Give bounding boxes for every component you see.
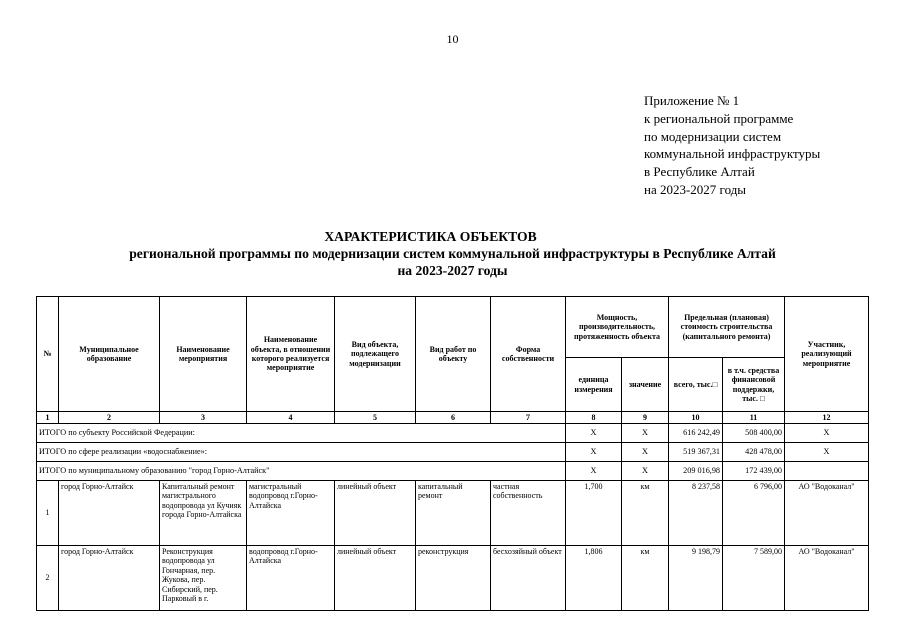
row-ownership: бесхозяйный объект	[491, 546, 566, 611]
column-number: 10	[669, 412, 723, 424]
summary-value: X	[622, 443, 669, 462]
row-work-type: капитальный ремонт	[416, 481, 491, 546]
table-row	[37, 481, 869, 546]
title-line-3: на 2023-2027 годы	[397, 263, 508, 278]
summary-total: 616 242,49	[669, 424, 723, 443]
summary-label: ИТОГО по сфере реализации «водоснабжение»:	[37, 443, 566, 462]
column-number: 8	[566, 412, 622, 424]
header-object-name: Наименование объекта, в отношении которого реализуется мероприятие	[247, 297, 335, 412]
column-number: 2	[59, 412, 160, 424]
row-total: 9 198,79	[669, 546, 723, 611]
summary-value: X	[622, 462, 669, 481]
title-line-2: региональной программы по модернизации систем коммунальной инфраструктуры в Республике Алтай	[129, 246, 776, 261]
header-object-type: Вид объекта, подлежащего модернизации	[335, 297, 416, 412]
summary-label: ИТОГО по субъекту Российской Федерации:	[37, 424, 566, 443]
summary-support: 172 439,00	[723, 462, 785, 481]
summary-participant: X	[785, 443, 869, 462]
summary-total: 209 016,98	[669, 462, 723, 481]
row-object: магистральный водопровод г.Горно-Алтайска	[247, 481, 335, 546]
column-number-row	[37, 412, 869, 424]
row-unit: км	[622, 546, 669, 611]
summary-unit: X	[566, 424, 622, 443]
row-work-type: реконструкция	[416, 546, 491, 611]
summary-unit: X	[566, 462, 622, 481]
row-number: 2	[37, 546, 59, 611]
summary-total: 519 367,31	[669, 443, 723, 462]
column-number: 11	[723, 412, 785, 424]
row-support: 7 589,00	[723, 546, 785, 611]
appendix-line: по модернизации систем	[644, 128, 782, 144]
table-row	[37, 546, 869, 611]
title-line-1: ХАРАКТЕРИСТИКА ОБЪЕКТОВ	[324, 229, 537, 244]
appendix-line: к региональной программе	[644, 110, 794, 126]
header-ownership: Форма собственности	[491, 297, 566, 412]
column-number: 9	[622, 412, 669, 424]
summary-label: ИТОГО по муниципальному образованию "город Горно-Алтайск"	[37, 462, 566, 481]
column-number: 6	[416, 412, 491, 424]
column-number: 12	[785, 412, 869, 424]
summary-row	[37, 443, 869, 462]
appendix-block	[644, 92, 820, 199]
row-municipality: город Горно-Алтайск	[59, 546, 160, 611]
appendix-line: Приложение № 1	[644, 93, 740, 108]
row-participant: АО "Водоканал"	[785, 546, 869, 611]
header-total: всего, тыс.□	[669, 358, 723, 412]
row-ownership: частная собственность	[491, 481, 566, 546]
document-title	[0, 228, 905, 279]
column-number: 5	[335, 412, 416, 424]
row-event: Капитальный ремонт магистрального водопровода ул Кучияк города Горно-Алтайска	[160, 481, 247, 546]
header-no: №	[37, 297, 59, 412]
page-number: 10	[446, 32, 459, 46]
appendix-line: коммунальной инфраструктуры	[644, 146, 821, 162]
header-unit: единица измерения	[566, 358, 622, 412]
column-number: 7	[491, 412, 566, 424]
row-object-type: линейный объект	[335, 481, 416, 546]
summary-support: 508 400,00	[723, 424, 785, 443]
header-event-name: Наименование мероприятия	[160, 297, 247, 412]
row-capacity-value: 1,806	[566, 546, 622, 611]
summary-unit: X	[566, 443, 622, 462]
summary-row	[37, 462, 869, 481]
row-object: водопровод г.Горно-Алтайска	[247, 546, 335, 611]
column-number: 4	[247, 412, 335, 424]
header-value: значение	[622, 358, 669, 412]
summary-participant	[785, 462, 869, 481]
header-participant: Участник, реализующий мероприятие	[785, 297, 869, 412]
column-number: 1	[37, 412, 59, 424]
header-capacity: Мощность, производительность, протяженность объекта	[566, 297, 669, 358]
header-municipality: Муниципальное образование	[59, 297, 160, 412]
summary-support: 428 478,00	[723, 443, 785, 462]
header-support: в т.ч. средства финансовой поддержки, тыс. □	[723, 358, 785, 412]
row-object-type: линейный объект	[335, 546, 416, 611]
column-number: 3	[160, 412, 247, 424]
row-capacity-value: 1,700	[566, 481, 622, 546]
header-work-type: Вид работ по объекту	[416, 297, 491, 412]
row-support: 6 796,00	[723, 481, 785, 546]
row-municipality: город Горно-Алтайск	[59, 481, 160, 546]
row-number: 1	[37, 481, 59, 546]
appendix-line: в Республике Алтай	[644, 164, 755, 180]
objects-table	[36, 296, 869, 611]
summary-value: X	[622, 424, 669, 443]
row-total: 8 237,58	[669, 481, 723, 546]
row-event: Реконструкция водопровода ул Гончарная, пер. Жукова, пер. Сибирский, пер. Парковый в г.	[160, 546, 247, 611]
row-unit: км	[622, 481, 669, 546]
appendix-line: на 2023-2027 годы	[644, 181, 747, 197]
summary-row	[37, 424, 869, 443]
summary-participant: X	[785, 424, 869, 443]
header-cost: Предельная (плановая) стоимость строительства (капитального ремонта)	[669, 297, 785, 358]
row-participant: АО "Водоканал"	[785, 481, 869, 546]
